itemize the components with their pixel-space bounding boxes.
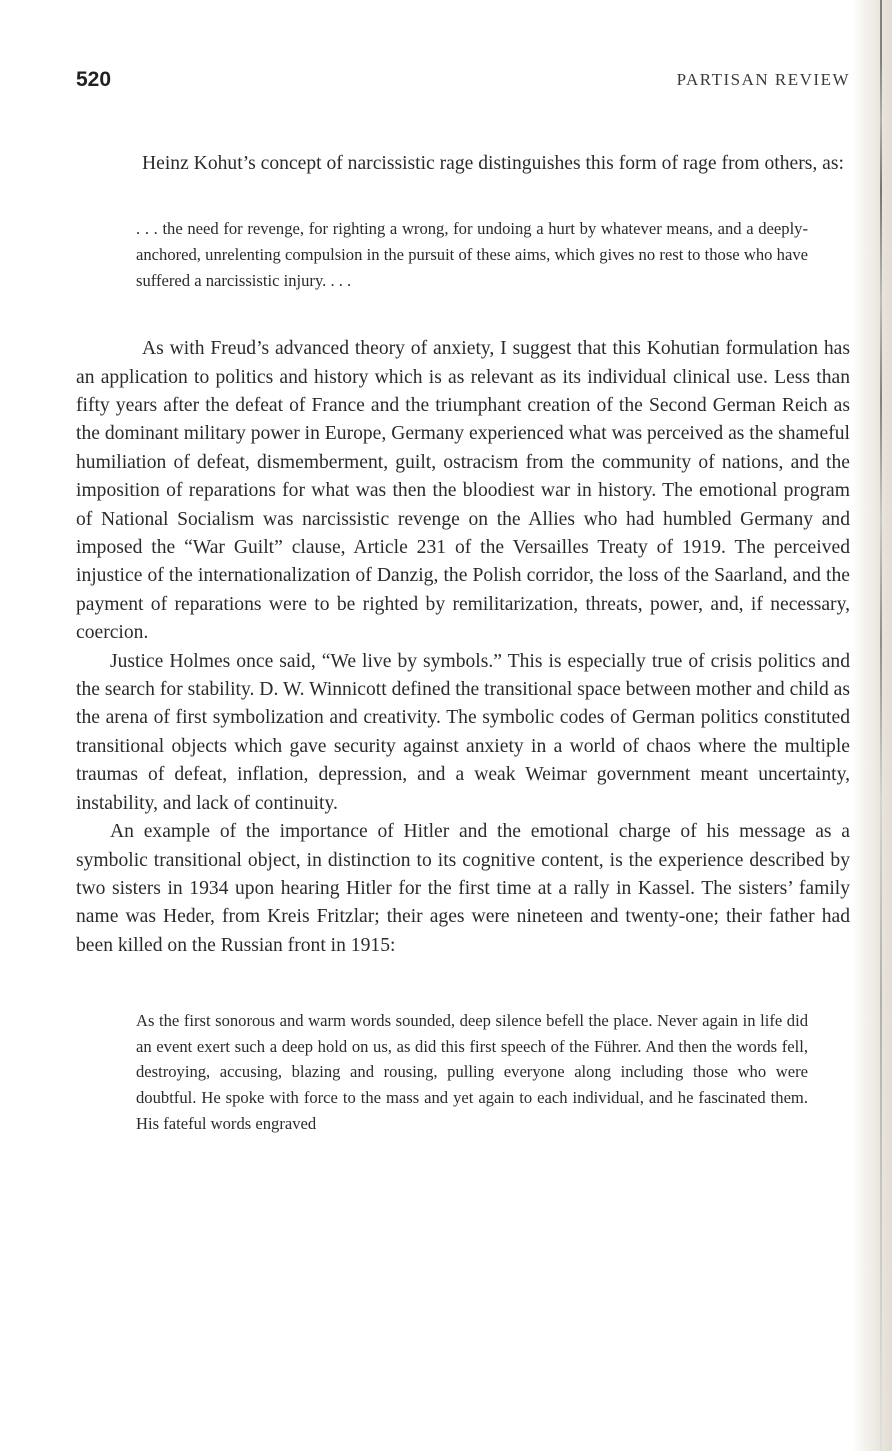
page-number: 520 (76, 68, 112, 91)
paragraph-intro: Heinz Kohut’s concept of narcissistic rage distinguishes this form of rage from others, as: (142, 153, 844, 174)
page-header (76, 68, 850, 96)
paragraph-holmes-symbols: Justice Holmes once said, “We live by symbols.” This is especially true of crisis politics and the search for stability. D. W. Winnicott defined the transitional space between mother and child as the arena of first symbolization and creativity. The symbolic codes of German politics constituted transitional objects which gave security against anxiety in a world of chaos where the multiple traumas of defeat, inflation, depression, and a weak Weimar government meant uncertainty, instability, and lack of continuity. (76, 650, 850, 814)
paragraph-heder-sisters: An example of the importance of Hitler and the emotional charge of his message as a symbolic transitional object, in distinction to its cognitive content, is the experience described by two sisters in 1934 upon hearing Hitler for the first time at a rally in Kassel. The sisters’ family name was Heder, from Kreis Fritzlar; their ages were nineteen and twenty-one; their father had been killed on the Russian front in 1915: (76, 821, 850, 956)
running-head: PARTISAN REVIEW (676, 70, 850, 89)
page-body (76, 150, 850, 1136)
block-quote-heder: As the first sonorous and warm words sounded, deep silence befell the place. Never again in life did an event exert such a deep hold on us, as did this first speech of the Führer. And then the words fell, destroying, accusing, blazing and rousing, pulling everyone along including those who were doubtful. He spoke with force to the mass and yet again to each individual, and he fascinated them. His fateful words engraved (136, 1011, 808, 1133)
block-quote-kohut: . . . the need for revenge, for righting a wrong, for undoing a hurt by whatever means, and a deeply-anchored, unrelenting compulsion in the pursuit of these aims, which gives no rest to those who have suffered a narcissistic injury. . . . (136, 219, 808, 290)
page-edge-shadow (852, 0, 892, 1451)
paragraph-kohutian-formulation: As with Freud’s advanced theory of anxiety, I suggest that this Kohutian formulation has an application to politics and history which is as relevant as its individual clinical use. Less than fifty years after the defeat of France and the triumphant creation of the Second German Reich as the dominant military power in Europe, Germany experienced what was perceived as the shameful humiliation of defeat, dismemberment, guilt, ostracism from the community of nations, and the imposition of reparations for what was then the bloodiest war in history. The emotional program of National Socialism was narcissistic revenge on the Allies who had humbled Germany and imposed the “War Guilt” clause, Article 231 of the Versailles Treaty of 1919. The perceived injustice of the internationalization of Danzig, the Polish corridor, the loss of the Saarland, and the payment of reparations were to be righted by remilitarization, threats, power, and, if necessary, coercion. (76, 338, 850, 644)
page-edge-line (880, 0, 882, 1451)
